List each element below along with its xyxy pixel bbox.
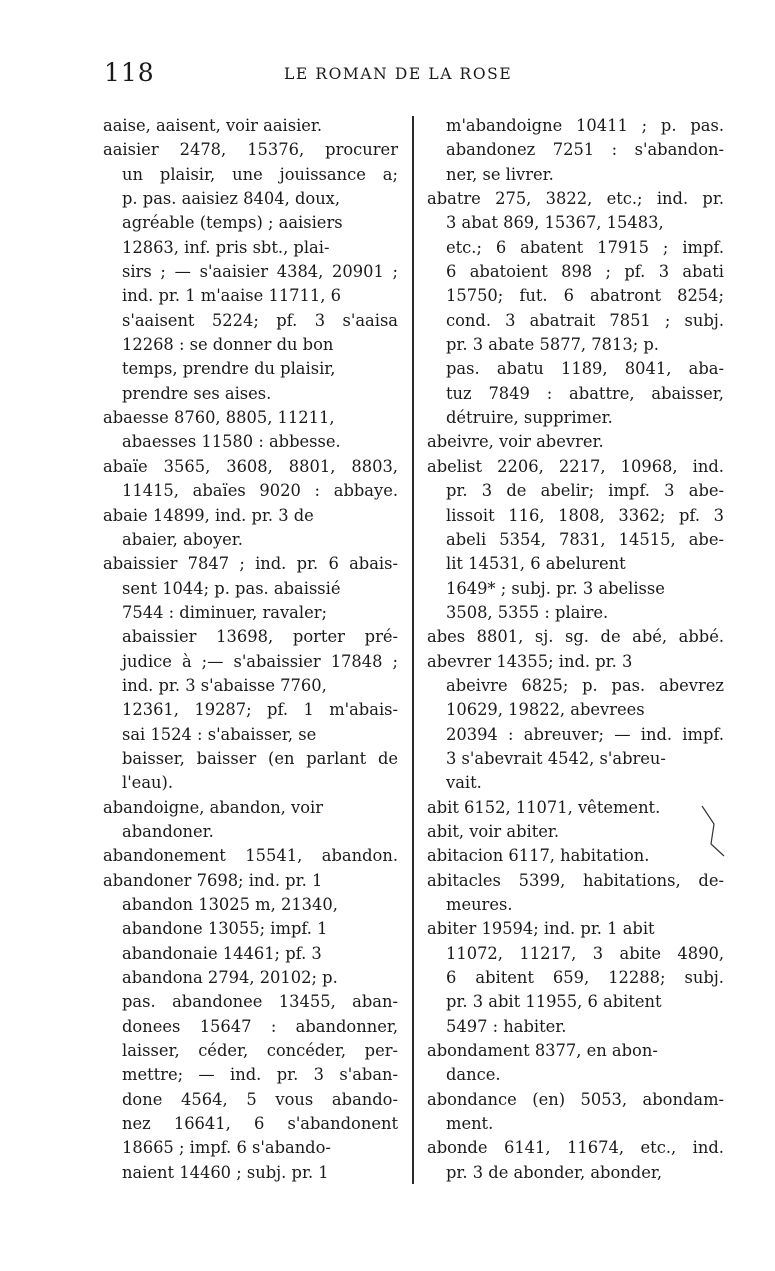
- dictionary-line: 5497 : habiter.: [446, 1016, 567, 1036]
- running-title: LE ROMAN DE LA ROSE: [284, 65, 513, 83]
- dictionary-line: abit 6152, 11071, vêtement.: [427, 797, 661, 817]
- dictionary-line: abondament 8377, en abon-: [427, 1041, 658, 1061]
- dictionary-line: abaissier 13698, porter pré-: [122, 627, 398, 647]
- dictionary-line: abitacion 6117, habitation.: [427, 846, 650, 866]
- dictionary-line: l'eau).: [122, 773, 174, 793]
- dictionary-line: 3508, 5355 : plaire.: [446, 602, 609, 622]
- dictionary-line: abeli 5354, 7831, 14515, abe-: [446, 529, 724, 549]
- dictionary-line: pr. 3 abit 11955, 6 abitent: [446, 992, 662, 1012]
- dictionary-line: agréable (temps) ; aaisiers: [122, 213, 343, 233]
- dictionary-line: 18665 ; impf. 6 s'abando-: [122, 1138, 331, 1158]
- dictionary-line: naient 14460 ; subj. pr. 1: [122, 1162, 329, 1182]
- dictionary-line: 1649* ; subj. pr. 3 abelisse: [446, 578, 665, 598]
- dictionary-line: aaisier 2478, 15376, procurer: [103, 140, 398, 160]
- dictionary-line: mettre; — ind. pr. 3 s'aban-: [122, 1065, 399, 1085]
- dictionary-line: abonde 6141, 11674, etc., ind.: [427, 1138, 724, 1158]
- dictionary-line: abaier, aboyer.: [122, 529, 243, 549]
- dictionary-line: 11415, abaïes 9020 : abbaye.: [122, 481, 399, 501]
- dictionary-line: abit, voir abiter.: [427, 821, 560, 841]
- dictionary-line: lissoit 116, 1808, 3362; pf. 3: [446, 505, 724, 525]
- dictionary-line: 7544 : diminuer, ravaler;: [122, 602, 328, 622]
- column-divider: [412, 116, 414, 1184]
- dictionary-line: abandonaie 14461; pf. 3: [122, 943, 322, 963]
- dictionary-line: aaise, aaisent, voir aaisier.: [103, 116, 323, 135]
- dictionary-line: abandona 2794, 20102; p.: [122, 968, 338, 988]
- dictionary-line: p. pas. aaisiez 8404, doux,: [122, 189, 341, 209]
- dictionary-line: abeivre, voir abevrer.: [427, 432, 604, 452]
- dictionary-line: 11072, 11217, 3 abite 4890,: [446, 943, 725, 963]
- margin-pencil-mark: [700, 804, 728, 860]
- dictionary-line: 20394 : abreuver; — ind. impf.: [446, 724, 724, 744]
- dictionary-line: abondance (en) 5053, abondam-: [427, 1089, 725, 1109]
- dictionary-line: ner, se livrer.: [446, 164, 554, 184]
- dictionary-line: done 4564, 5 vous abando-: [122, 1089, 398, 1109]
- dictionary-line: etc.; 6 abatent 17915 ; impf.: [446, 237, 725, 257]
- dictionary-line: tuz 7849 : abattre, abaisser,: [446, 383, 724, 403]
- dictionary-line: détruire, supprimer.: [446, 408, 613, 428]
- dictionary-line: abelist 2206, 2217, 10968, ind.: [427, 456, 724, 476]
- dictionary-line: sent 1044; p. pas. abaissié: [122, 578, 341, 598]
- dictionary-line: abatre 275, 3822, etc.; ind. pr.: [427, 189, 725, 209]
- dictionary-line: m'abandoigne 10411 ; p. pas.: [446, 116, 725, 135]
- dictionary-line: sai 1524 : s'abaisser, se: [122, 724, 317, 744]
- dictionary-line: pas. abatu 1189, 8041, aba-: [446, 359, 724, 379]
- dictionary-line: temps, prendre du plaisir,: [122, 359, 336, 379]
- dictionary-line: meures.: [446, 895, 513, 914]
- dictionary-line: 12361, 19287; pf. 1 m'abais-: [122, 700, 399, 720]
- dictionary-line: 6 abitent 659, 12288; subj.: [446, 968, 724, 988]
- dictionary-line: abandone 13055; impf. 1: [122, 919, 328, 939]
- dictionary-line: 10629, 19822, abevrees: [446, 700, 645, 720]
- dictionary-line: judice à ;— s'abaissier 17848 ;: [122, 651, 399, 671]
- dictionary-line: ind. pr. 1 m'aaise 11711, 6: [122, 286, 341, 306]
- dictionary-line: 3 s'abevrait 4542, s'abreu-: [446, 748, 666, 768]
- dictionary-line: abaissier 7847 ; ind. pr. 6 abais-: [103, 554, 398, 574]
- dictionary-line: laisser, céder, concéder, per-: [122, 1041, 399, 1061]
- dictionary-line: 12863, inf. pris sbt., plai-: [122, 237, 330, 257]
- dictionary-line: abitacles 5399, habitations, de-: [427, 870, 724, 890]
- dictionary-line: abandoner 7698; ind. pr. 1: [103, 870, 323, 890]
- dictionary-line: sirs ; — s'aaisier 4384, 20901 ;: [122, 262, 399, 282]
- dictionary-line: un plaisir, une jouissance a;: [122, 164, 398, 184]
- right-column: [427, 114, 724, 1185]
- dictionary-line: abandoigne, abandon, voir: [103, 797, 324, 817]
- dictionary-line: ment.: [446, 1114, 494, 1134]
- dictionary-line: pr. 3 de abelir; impf. 3 abe-: [446, 481, 724, 501]
- dictionary-line: abandoner.: [122, 821, 214, 841]
- dictionary-line: ind. pr. 3 s'abaisse 7760,: [122, 675, 327, 695]
- dictionary-line: baisser, baisser (en parlant de: [122, 748, 399, 768]
- dictionary-line: abaie 14899, ind. pr. 3 de: [103, 505, 314, 525]
- dictionary-line: abevrer 14355; ind. pr. 3: [427, 651, 633, 671]
- dictionary-line: prendre ses aises.: [122, 383, 272, 403]
- dictionary-line: nez 16641, 6 s'abandonent: [122, 1114, 398, 1134]
- dictionary-line: pr. 3 de abonder, abonder,: [446, 1162, 662, 1182]
- dictionary-line: dance.: [446, 1065, 501, 1085]
- dictionary-line: abeivre 6825; p. pas. abevrez: [446, 675, 724, 695]
- left-column: [103, 114, 398, 1185]
- dictionary-line: pas. abandonee 13455, aban-: [122, 992, 398, 1012]
- dictionary-line: abaïe 3565, 3608, 8801, 8803,: [103, 456, 398, 476]
- dictionary-line: s'aaisent 5224; pf. 3 s'aaisa: [122, 310, 399, 330]
- page-number: 118: [104, 58, 155, 87]
- dictionary-line: 12268 : se donner du bon: [122, 335, 334, 355]
- dictionary-line: abiter 19594; ind. pr. 1 abit: [427, 919, 655, 939]
- dictionary-line: vait.: [446, 773, 482, 793]
- dictionary-line: pr. 3 abate 5877, 7813; p.: [446, 335, 659, 355]
- dictionary-line: 15750; fut. 6 abatront 8254;: [446, 286, 725, 306]
- dictionary-line: lit 14531, 6 abelurent: [446, 554, 626, 574]
- dictionary-line: abandonez 7251 : s'abandon-: [446, 140, 724, 160]
- dictionary-line: 6 abatoient 898 ; pf. 3 abati: [446, 262, 724, 282]
- dictionary-line: abandonement 15541, abandon.: [103, 846, 398, 866]
- dictionary-line: abaesse 8760, 8805, 11211,: [103, 408, 335, 428]
- dictionary-line: abandon 13025 m, 21340,: [122, 895, 338, 914]
- dictionary-line: donees 15647 : abandonner,: [122, 1016, 399, 1036]
- dictionary-line: 3 abat 869, 15367, 15483,: [446, 213, 664, 233]
- dictionary-line: abaesses 11580 : abbesse.: [122, 432, 341, 452]
- page-header: [104, 58, 724, 90]
- dictionary-line: cond. 3 abatrait 7851 ; subj.: [446, 310, 725, 330]
- dictionary-line: abes 8801, sj. sg. de abé, abbé.: [427, 627, 725, 647]
